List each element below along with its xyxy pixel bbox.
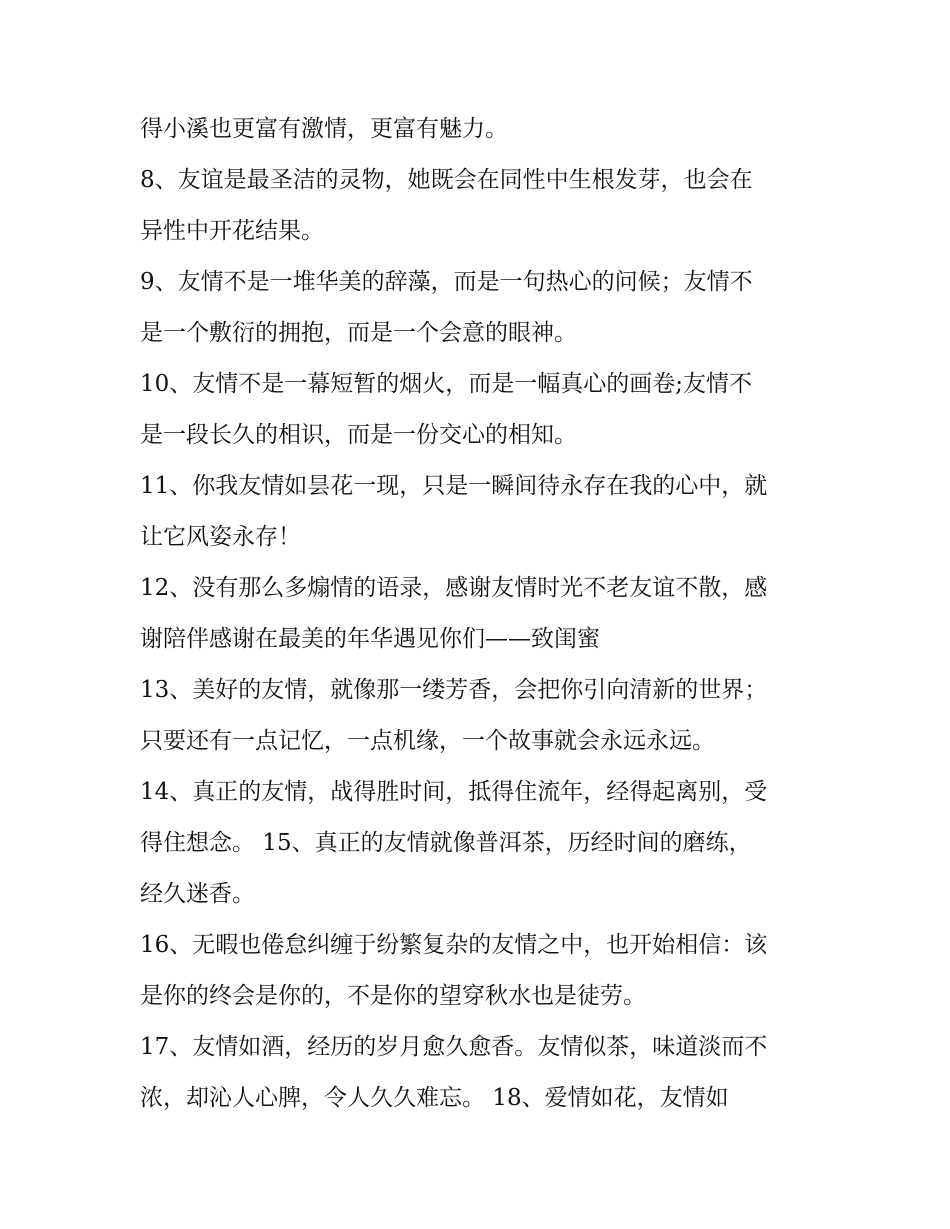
text-line: 10、友情不是一幕短暂的烟火，而是一幅真心的画卷;友情不 xyxy=(140,371,753,397)
text-line: 异性中开花结果。 xyxy=(140,218,324,244)
text-line: 13、美好的友情，就像那一缕芳香，会把你引向清新的世界； xyxy=(140,677,768,703)
text-line: 17、友情如酒，经历的岁月愈久愈香。友情似茶，味道淡而不 xyxy=(140,1034,768,1060)
text-line: 11、你我友情如昙花一现，只是一瞬间待永存在我的心中，就 xyxy=(140,473,768,499)
text-line: 8、友谊是最圣洁的灵物，她既会在同性中生根发芽，也会在 xyxy=(140,167,753,193)
text-line: 16、无暇也倦怠纠缠于纷繁复杂的友情之中，也开始相信：该 xyxy=(140,932,768,958)
text-line: 只要还有一点记忆，一点机缘，一个故事就会永远永远。 xyxy=(140,728,715,754)
text-line: 得小溪也更富有激情，更富有魅力。 xyxy=(140,116,508,142)
text-line: 经久迷香。 xyxy=(140,881,255,907)
text-line: 是一个敷衍的拥抱，而是一个会意的眼神。 xyxy=(140,320,577,346)
text-line: 得住想念。 15、真正的友情就像普洱茶，历经时间的磨练， xyxy=(140,830,752,856)
text-line: 浓，却沁人心脾，令人久久难忘。 18、爱情如花，友情如 xyxy=(140,1085,729,1111)
text-line: 14、真正的友情，战得胜时间，抵得住流年，经得起离别，受 xyxy=(140,779,768,805)
text-line: 让它风姿永存！ xyxy=(140,524,301,550)
text-line: 谢陪伴感谢在最美的年华遇见你们——致闺蜜 xyxy=(140,626,600,652)
text-line: 是一段长久的相识，而是一份交心的相知。 xyxy=(140,422,577,448)
text-line: 9、友情不是一堆华美的辞藻，而是一句热心的问候；友情不 xyxy=(140,269,753,295)
text-line: 12、没有那么多煽情的语录，感谢友情时光不老友谊不散，感 xyxy=(140,575,768,601)
text-line: 是你的终会是你的，不是你的望穿秋水也是徒劳。 xyxy=(140,983,646,1009)
document-body xyxy=(140,104,820,1124)
